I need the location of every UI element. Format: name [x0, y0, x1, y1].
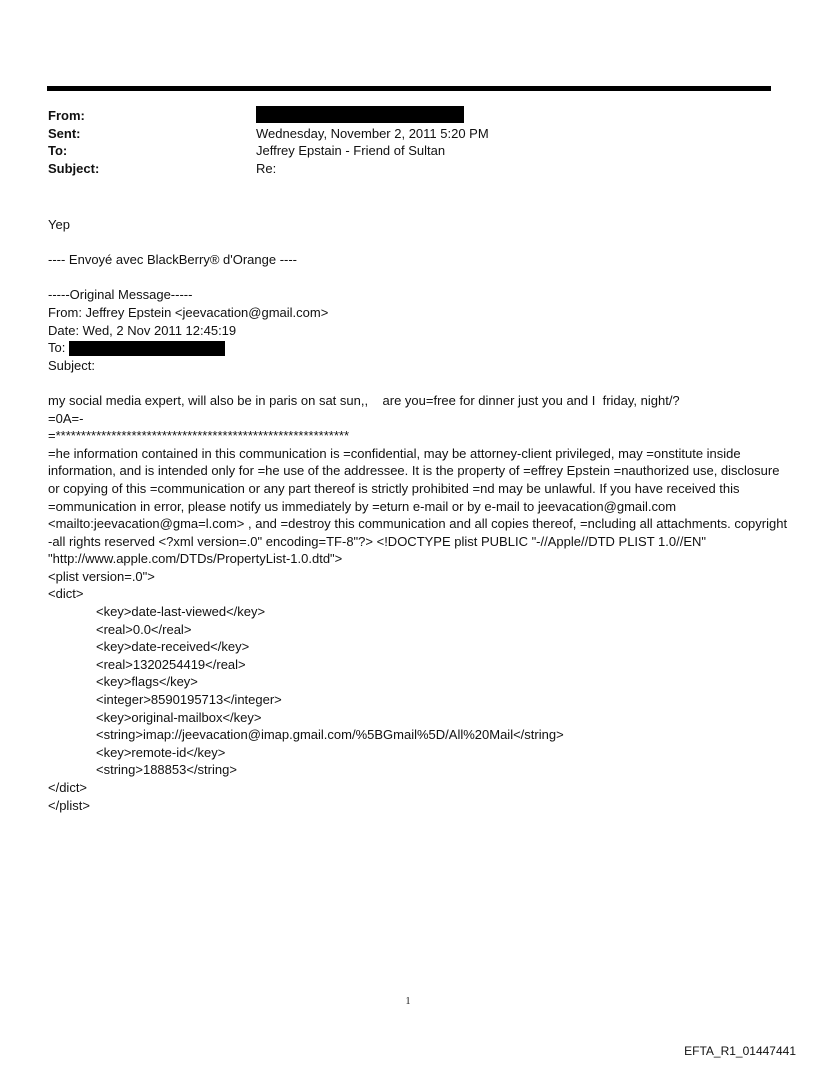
original-subject: Subject:: [48, 357, 95, 373]
separator-stars: =**********************************************************: [48, 428, 350, 444]
dict-line: <key>date-last-viewed</key>: [96, 604, 266, 620]
to-value: Jeffrey Epstain - Friend of Sultan: [256, 143, 446, 158]
original-to-redacted: [69, 341, 225, 356]
sent-value: Wednesday, November 2, 2011 5:20 PM: [256, 125, 489, 141]
sent-label: Sent:: [48, 125, 81, 141]
plist-open: <plist version=.0">: [48, 568, 155, 584]
header-subject-row: [48, 160, 768, 178]
original-date: Date: Wed, 2 Nov 2011 12:45:19: [48, 322, 237, 338]
email-header: [48, 107, 768, 177]
original-from: From: Jeffrey Epstein <jeevacation@gmail.com>: [48, 304, 329, 320]
subject-label: Subject:: [48, 160, 100, 176]
dict-line: <string>imap://jeevacation@imap.gmail.com/%5BGmail%5D/All%20Mail</string>: [96, 727, 564, 743]
page-number: 1: [405, 996, 411, 1007]
dict-close: </dict>: [48, 780, 88, 795]
original-message-header: -----Original Message-----: [48, 287, 193, 303]
disclaimer-paragraph: =he information contained in this communication is =confidential, may be attorney-client privileged, may =onstitute inside information, and is intended only for =he use of the addressee. It is the property of =effrey Epstein =nauthorized use, disclosure or copying of this =communication or any part thereof is strictly prohibited =nd may be unlawful. If you have received this =ommunication in error, please notify us immediately by =eturn e-mail or by e-mail to jeevacation@gmail.com <mailto:jeevacation@gma=l.com> , and =destroy this communication and all copies thereof, =ncluding all attachments. copyright -all rights reserved <?xml version=.0" encoding=TF-8"?> <!DOCTYPE plist PUBLIC "-//Apple//DTD PLIST 1.0//EN" "http://www.apple.com/DTDs/PropertyList-1.0.dtd">: [48, 445, 788, 567]
dict-line: <key>date-received</key>: [96, 639, 250, 655]
subject-value: Re:: [256, 160, 277, 176]
to-label: To:: [48, 143, 68, 158]
dict-line: <key>original-mailbox</key>: [96, 709, 262, 725]
email-body: [48, 216, 788, 814]
dict-line: <string>188853</string>: [96, 762, 237, 778]
top-rule: [47, 86, 771, 91]
encoding-line: =0A=-: [48, 410, 84, 426]
from-value-redacted: [256, 107, 464, 125]
reply-text: Yep: [48, 217, 70, 232]
document-id: EFTA_R1_01447441: [684, 1044, 796, 1058]
dict-line: <integer>8590195713</integer>: [96, 692, 282, 708]
dict-line: <real>1320254419</real>: [96, 656, 246, 672]
header-to-row: [48, 142, 768, 160]
dict-line: <key>flags</key>: [96, 674, 198, 690]
message-text: my social media expert, will also be in paris on sat sun,, are you=free for dinner just you and I friday, night/?: [48, 392, 680, 408]
original-to-label: To:: [48, 340, 66, 356]
dict-line: <key>remote-id</key>: [96, 744, 226, 760]
dict-open: <dict>: [48, 586, 84, 602]
original-to-row: [48, 339, 788, 357]
header-sent-row: [48, 125, 768, 143]
dict-line: <real>0.0</real>: [96, 621, 192, 637]
signature-line: ---- Envoyé avec BlackBerry® d'Orange ----: [48, 252, 298, 268]
header-from-row: [48, 107, 768, 125]
plist-close: </plist>: [48, 797, 90, 813]
from-label: From:: [48, 108, 85, 123]
